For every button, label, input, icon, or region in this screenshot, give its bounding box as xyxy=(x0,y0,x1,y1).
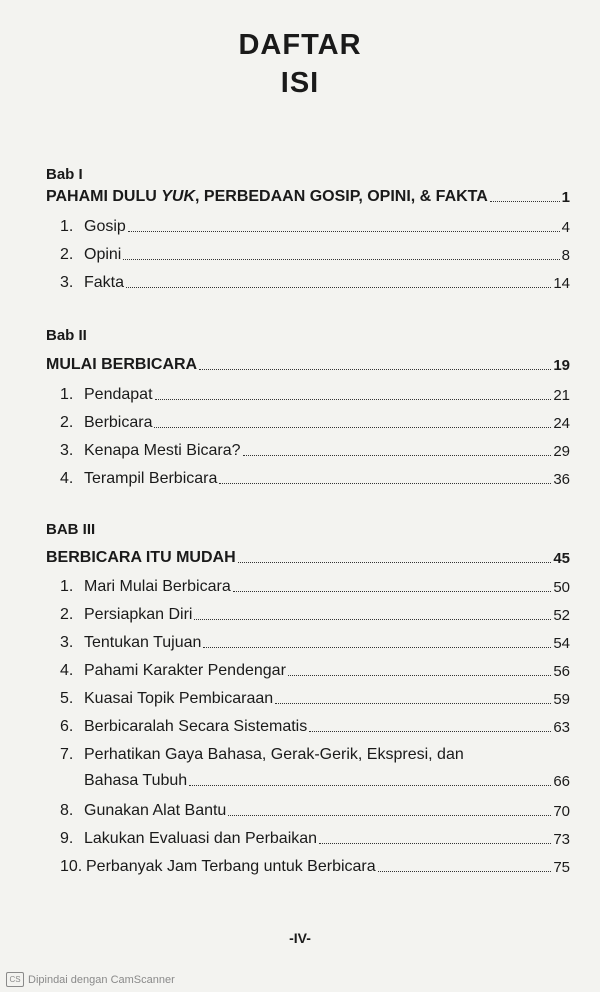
page-number: 1 xyxy=(561,189,570,206)
page-title xyxy=(0,26,600,102)
scanner-text: Dipindai dengan CamScanner xyxy=(28,973,175,986)
toc-entry: 3. Kenapa Mesti Bicara? 29 xyxy=(60,442,570,460)
chapter-1-title: PAHAMI DULU YUK, PERBEDAAN GOSIP, OPINI, & FAKTA 1 xyxy=(46,188,570,206)
toc-entry: 3. Fakta 14 xyxy=(60,274,570,292)
page-number-footer: -IV- xyxy=(289,930,311,946)
toc-entry: 9. Lakukan Evaluasi dan Perbaikan 73 xyxy=(60,830,570,848)
chapter-1-label: Bab I xyxy=(46,166,83,183)
title-line-1: DAFTAR xyxy=(238,29,362,61)
toc-entry: 5. Kuasai Topik Pembicaraan 59 xyxy=(60,690,570,708)
chapter-2-label: Bab II xyxy=(46,327,87,344)
toc-entry: 4. Pahami Karakter Pendengar 56 xyxy=(60,662,570,680)
toc-entry: 10. Perbanyak Jam Terbang untuk Berbicara 75 xyxy=(60,858,570,876)
toc-entry: 1. Gosip 4 xyxy=(60,218,570,236)
toc-entry: 3. Tentukan Tujuan 54 xyxy=(60,634,570,652)
camscanner-icon: CS xyxy=(6,972,24,987)
scanner-watermark xyxy=(6,972,175,987)
toc-entry: 1. Mari Mulai Berbicara 50 xyxy=(60,578,570,596)
toc-entry: 1. Pendapat 21 xyxy=(60,386,570,404)
toc-entry: 2. Berbicara 24 xyxy=(60,414,570,432)
toc-entry: 7. Perhatikan Gaya Bahasa, Gerak-Gerik, Ekspresi, dan Bahasa Tubuh 66 xyxy=(60,746,570,790)
chapter-3-label: BAB III xyxy=(46,521,96,538)
toc-entry: 2. Opini 8 xyxy=(60,246,570,264)
leader-dots xyxy=(490,200,560,202)
toc-entry: 6. Berbicaralah Secara Sistematis 63 xyxy=(60,718,570,736)
toc-entry: 8. Gunakan Alat Bantu 70 xyxy=(60,802,570,820)
chapter-3-title: BERBICARA ITU MUDAH 45 xyxy=(46,549,570,567)
toc-entry: 4. Terampil Berbicara 36 xyxy=(60,470,570,488)
title-line-2: ISI xyxy=(280,67,320,99)
toc-entry: 2. Persiapkan Diri 52 xyxy=(60,606,570,624)
chapter-2-title: MULAI BERBICARA 19 xyxy=(46,356,570,374)
